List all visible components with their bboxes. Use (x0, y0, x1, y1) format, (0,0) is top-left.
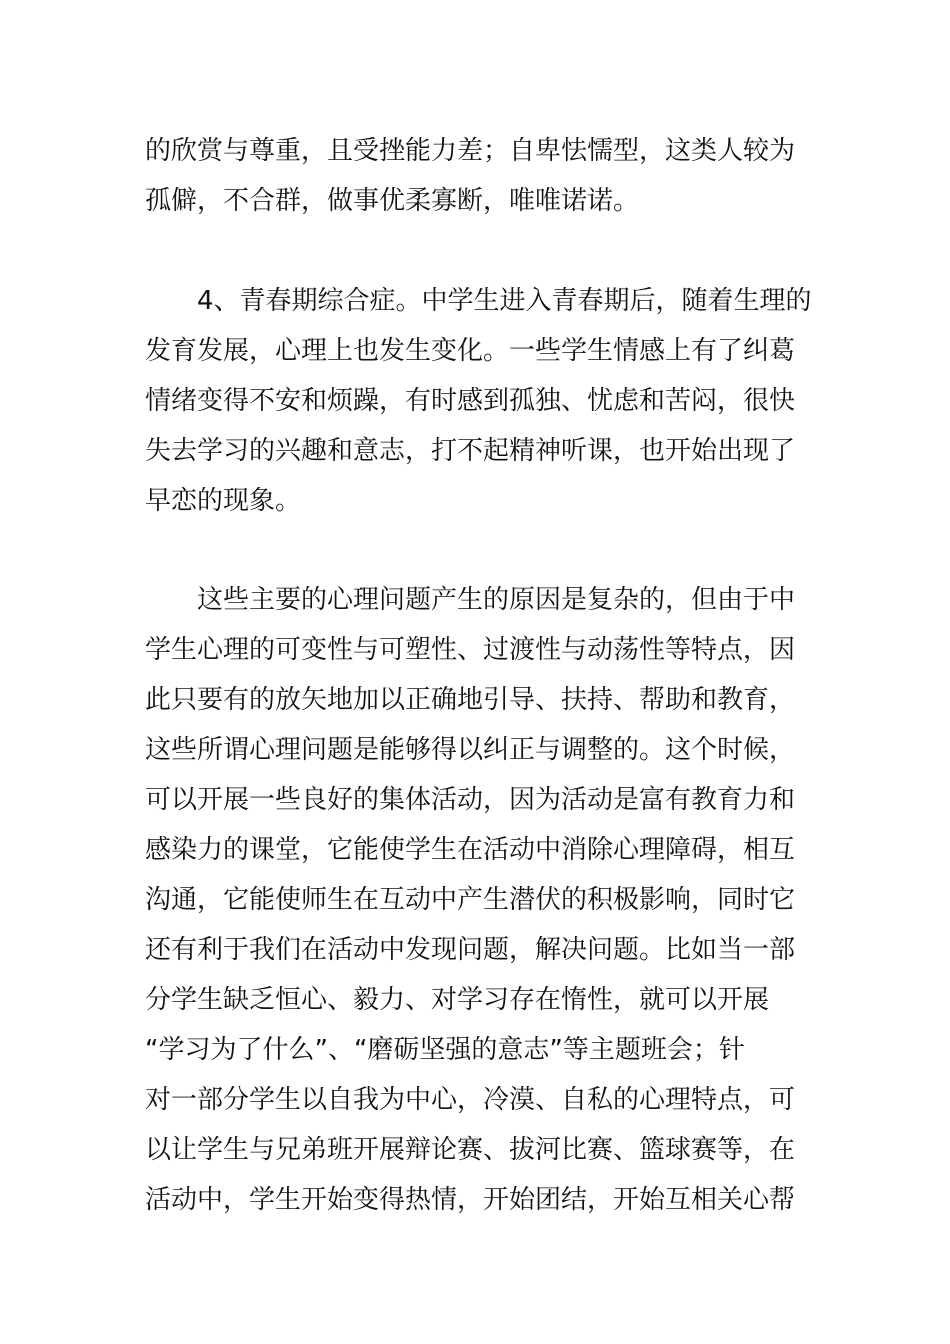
text-line: 此只要有的放矢地加以正确地引导、扶持、帮助和教育， (145, 685, 796, 715)
text-line: 情绪变得不安和烦躁，有时感到孤独、忧虑和苦闷，很快 (145, 386, 796, 416)
text-line: 还有利于我们在活动中发现问题，解决问题。比如当一部 (145, 935, 796, 965)
text-line: 这些主要的心理问题产生的原因是复杂的，但由于中 (197, 585, 796, 615)
text-line: 以让学生与兄弟班开展辩论赛、拔河比赛、篮球赛等，在 (145, 1135, 796, 1165)
text-line: 早恋的现象。 (145, 486, 302, 516)
text-line: 分学生缺乏恒心、毅力、对学习存在惰性，就可以开展 (145, 985, 770, 1015)
text-line: “学习为了什么”、“磨砺坚强的意志”等主题班会；针 (145, 1035, 745, 1065)
text-line: 孤僻，不合群，做事优柔寡断，唯唯诺诺。 (145, 186, 640, 216)
text-line: 对一部分学生以自我为中心，冷漠、自私的心理特点，可 (145, 1085, 796, 1115)
text-line: 4、青春期综合症。中学生进入青春期后，随着生理的 (197, 286, 812, 316)
text-line: 活动中，学生开始变得热情，开始团结，开始互相关心帮 (145, 1185, 796, 1215)
text-line: 这些所谓心理问题是能够得以纠正与调整的。这个时候， (145, 735, 796, 765)
text-line: 感染力的课堂，它能使学生在活动中消除心理障碍，相互 (145, 835, 796, 865)
text-line: 学生心理的可变性与可塑性、过渡性与动荡性等特点，因 (145, 635, 796, 665)
text-line: 沟通，它能使师生在互动中产生潜伏的积极影响，同时它 (145, 885, 796, 915)
text-line: 的欣赏与尊重，且受挫能力差；自卑怯懦型，这类人较为 (145, 136, 796, 166)
text-line: 可以开展一些良好的集体活动，因为活动是富有教育力和 (145, 785, 796, 815)
text-line: 发育发展，心理上也发生变化。一些学生情感上有了纠葛 (145, 336, 796, 366)
text-line: 失去学习的兴趣和意志，打不起精神听课，也开始出现了 (145, 436, 796, 466)
